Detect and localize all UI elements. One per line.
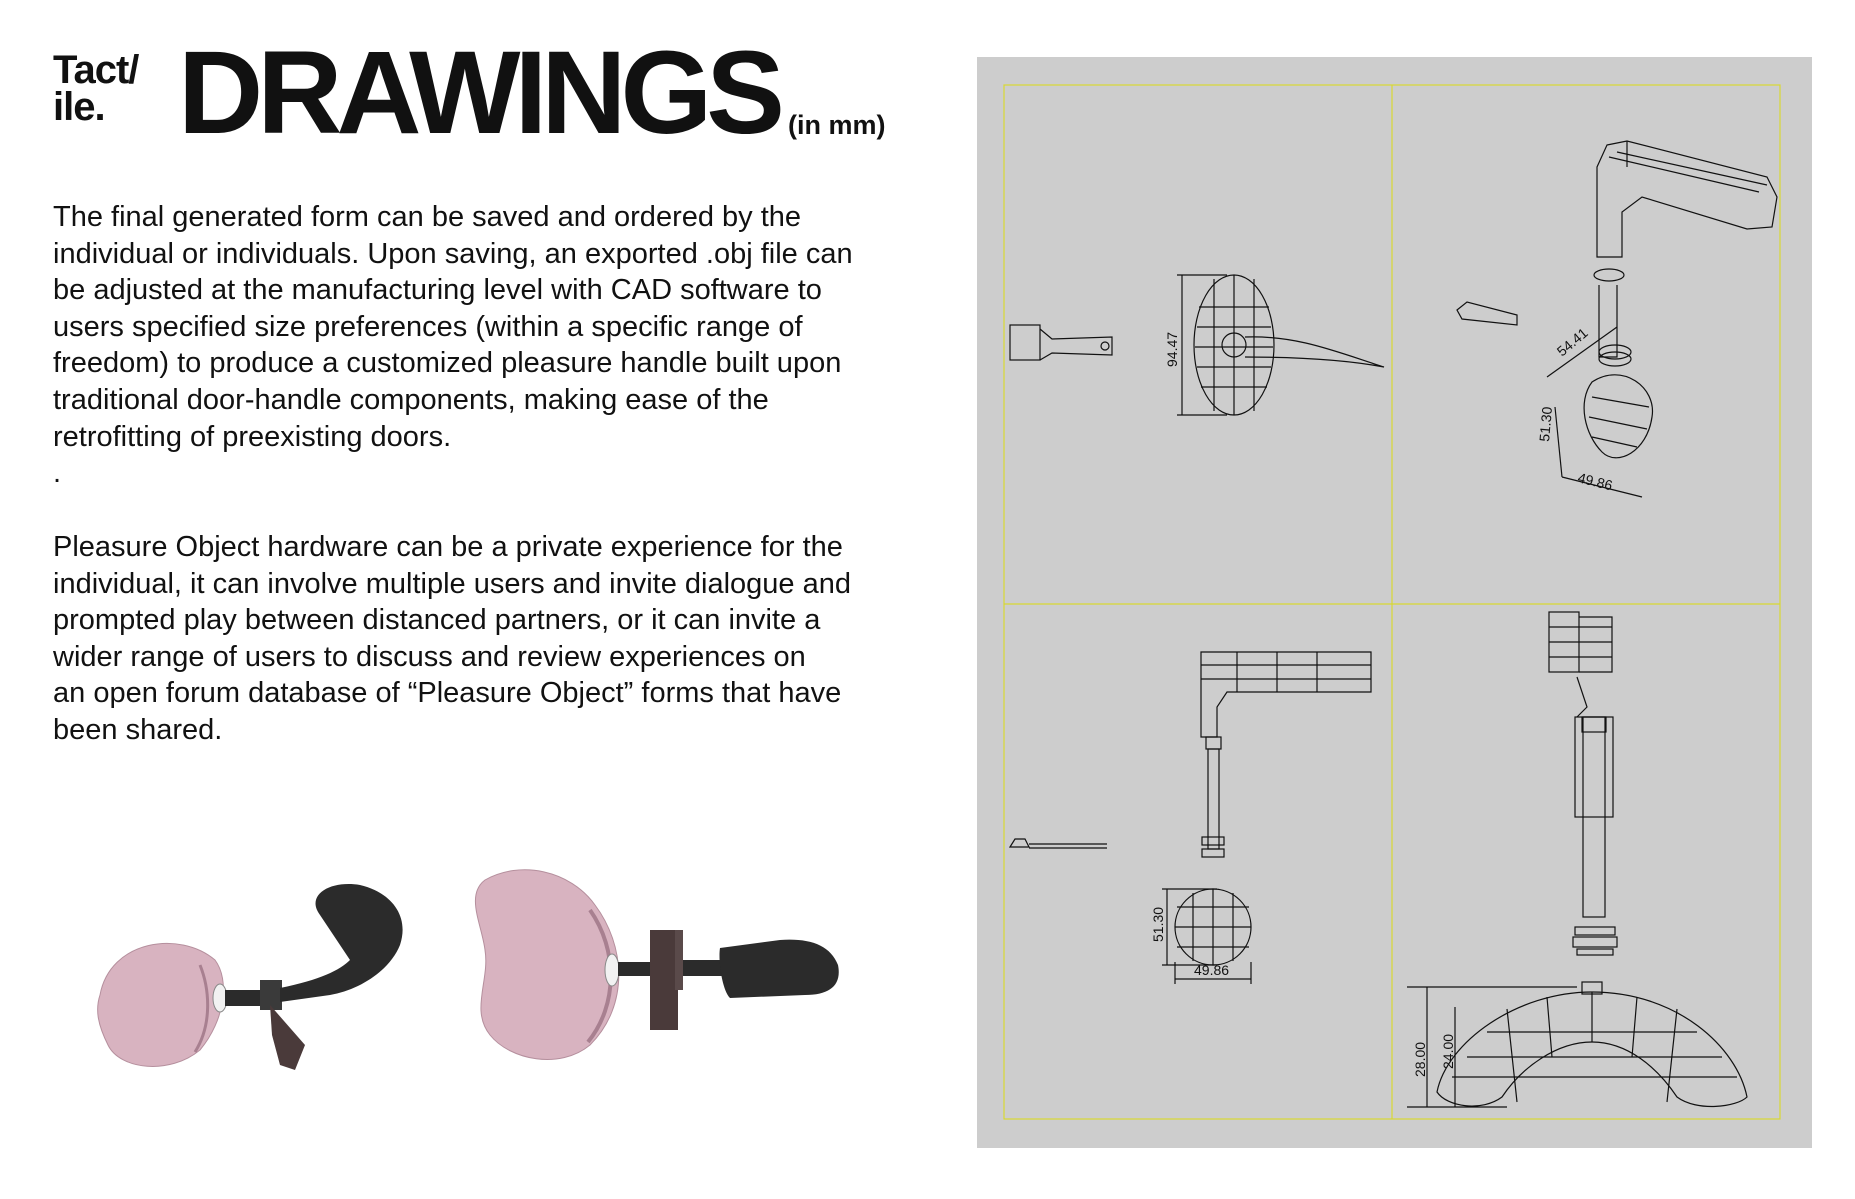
front-view [1010, 275, 1384, 415]
top-height-total-dimension: 28.00 [1412, 1041, 1428, 1077]
brand-line-1: Tact/ [53, 48, 139, 92]
p2-line: an open forum database of “Pleasure Object” forms that have [53, 677, 842, 710]
iso-height-dimension: 51.30 [1536, 405, 1556, 443]
page-title: DRAWINGS [178, 27, 779, 159]
top-view [1407, 612, 1747, 1107]
p1-line: individual or individuals. Upon saving, an exported .obj file can [53, 237, 853, 270]
p2-line: Pleasure Object hardware can be a private experience for the [53, 531, 843, 563]
top-height-inner-dimension: 24.00 [1440, 1033, 1456, 1069]
side-view [1010, 652, 1371, 984]
p1-line: be adjusted at the manufacturing level with CAD software to [53, 274, 822, 307]
brand-line-2: ile. [53, 85, 105, 129]
description-paragraph-2 [53, 529, 953, 749]
p2-line: individual, it can involve multiple users and invite dialogue and [53, 567, 851, 600]
p2-line: wider range of users to discuss and review experiences on [53, 640, 806, 673]
technical-drawings [977, 57, 1812, 1148]
p2-line: been shared. [53, 713, 223, 746]
brand-logo [53, 48, 139, 129]
front-height-dimension: 94.47 [1164, 331, 1180, 367]
p1-line: retrofitting of preexisting doors. [53, 420, 452, 453]
drawing-sheet [977, 57, 1812, 1148]
iso-width-dimension: 49.86 [1576, 469, 1615, 494]
side-width-dimension: 49.86 [1194, 962, 1230, 978]
handle-renders [90, 820, 890, 1120]
units-label: (in mm) [788, 110, 886, 140]
render-angled-view [98, 884, 403, 1070]
p1-line: users specified size preferences (within a specific range of [53, 310, 803, 343]
description-paragraph-1 [53, 199, 953, 492]
p1-line: The final generated form can be saved and ordered by the [53, 201, 802, 233]
side-height-dimension: 51.30 [1150, 906, 1166, 942]
p1-line: freedom) to produce a customized pleasure handle built upon [53, 347, 842, 380]
p1-line: traditional door-handle components, making ease of the [53, 383, 769, 416]
isometric-view [1457, 141, 1777, 497]
iso-length-dimension: 54.41 [1553, 324, 1591, 360]
p1-line: . [53, 457, 62, 490]
p2-line: prompted play between distanced partners, or it can invite a [53, 604, 821, 637]
render-side-view [475, 870, 838, 1060]
